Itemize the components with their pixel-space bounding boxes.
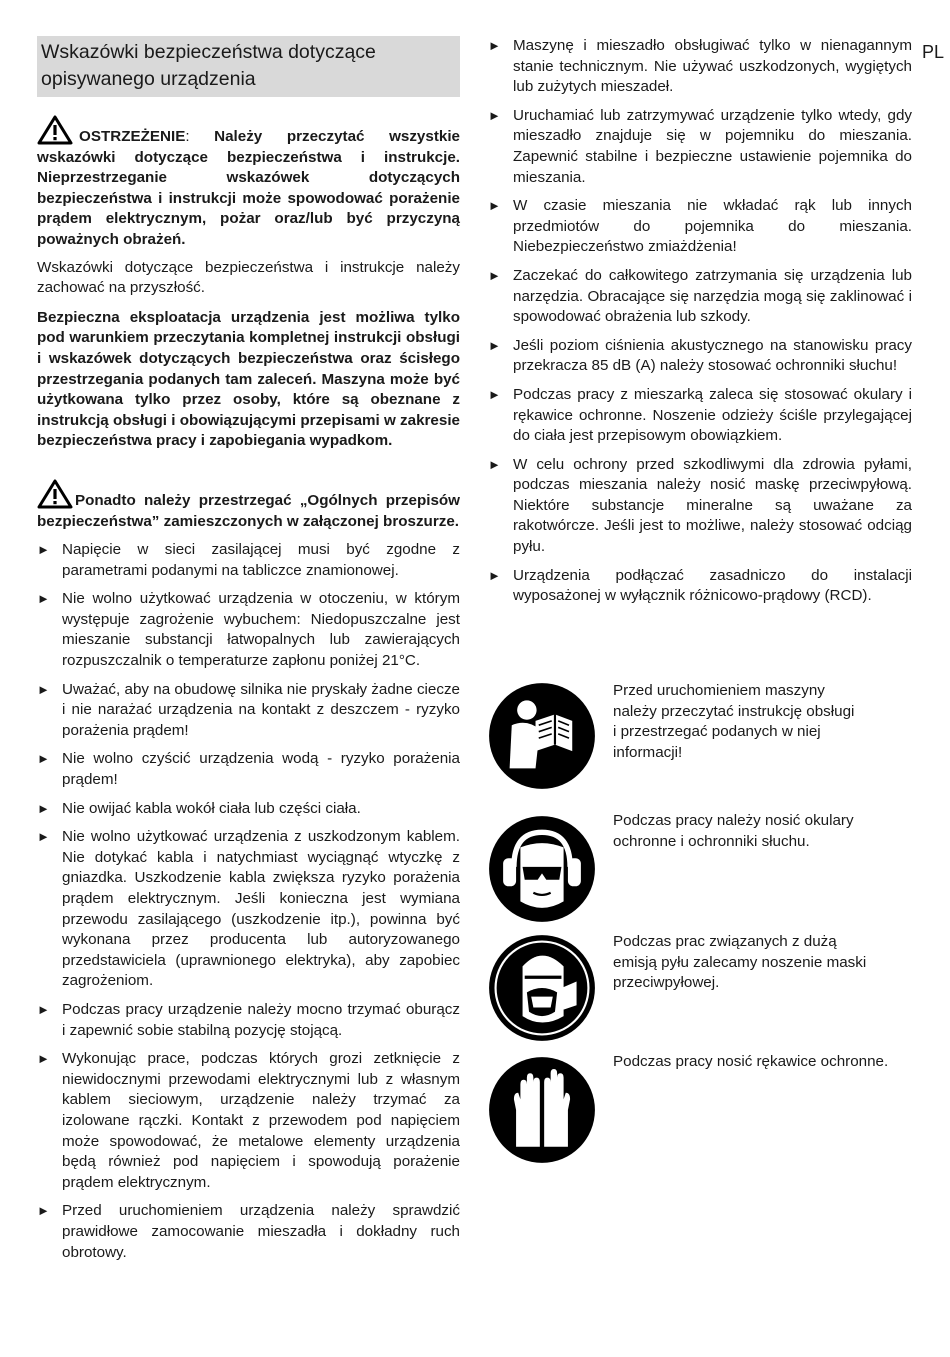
bullet-arrow-icon: ► (37, 542, 50, 558)
list-item: ► Uważać, aby na obudowę silnika nie pryskały żadne ciecze i nie narażać urządzenia na kontakt z deszczem - ryzyko porażenia prądem! (37, 680, 460, 742)
bullet-arrow-icon: ► (488, 337, 501, 353)
warning-colon: : (185, 128, 190, 145)
warning-text: Należy przeczytać wszystkie wskazówki dotyczące bezpieczeństwa i instrukcje. Nieprzestrzeganie wskazówek dotyczących bezpieczeństwa i instrukcji może spowodować porażenie prądem elektrycznym, pożar oraz/lub być przyczyną poważnych obrażeń. (37, 128, 460, 248)
bullet-arrow-icon: ► (488, 267, 501, 283)
protective-gloves-icon (488, 1056, 596, 1164)
list-item: ► Zaczekać do całkowitego zatrzymania się urządzenia lub narzędzia. Obracające się narzędzia mogą się zaklinować i spowodować obrażenia lub szkody. (488, 266, 912, 328)
list-item: ► Podczas pracy z mieszarką zaleca się stosować okulary i rękawice ochronne. Noszenie odzieży ściśle przylegającej do ciała jest przepisowym obowiązkiem. (488, 385, 912, 447)
dust-mask-text: Podczas prac związanych z dużą emisją pyłu zalecamy noszenie maski przeciwpyłowej. (613, 933, 867, 992)
list-item: ► Przed uruchomieniem urządzenia należy sprawdzić prawidłowe zamocowanie mieszadła i dokładny ruch obrotowy. (37, 1201, 460, 1263)
read-manual-icon (488, 682, 596, 790)
bullet-arrow-icon: ► (488, 38, 501, 53)
bullet-arrow-icon: ► (37, 681, 50, 697)
bullet-arrow-icon: ► (37, 751, 50, 767)
bullet-arrow-icon: ► (488, 107, 501, 123)
warning-triangle-icon (37, 479, 73, 509)
bullet-arrow-icon: ► (488, 386, 501, 402)
goggles-text: Podczas pracy należy nosić okulary ochronne i ochronniki słuchu. (613, 812, 854, 850)
general-rules-warning (37, 479, 460, 532)
warning-paragraph (37, 115, 460, 251)
list-item: ► Napięcie w sieci zasilającej musi być zgodne z parametrami podanymi na tabliczce znamionowej. (37, 540, 460, 581)
bullet-arrow-icon: ► (488, 456, 501, 472)
bullet-arrow-icon: ► (488, 198, 501, 214)
gloves-text: Podczas pracy nosić rękawice ochronne. (613, 1053, 889, 1070)
bullet-arrow-icon: ► (37, 800, 50, 816)
left-column (37, 36, 460, 1263)
warning-label: OSTRZEŻENIE (79, 128, 186, 145)
list-item: ► Wykonując prace, podczas których grozi zetknięcie z niewidocznymi przewodami elektrycznymi lub z własnym kablem sieciowym, urządzenie należy trzymać za izolowane rączki. Kontakt z przewodem pod napięciem może spowodować, że metalowe elementy urządzenia będą również pod napięciem i spowodują porażenie prądem elektrycznym. (37, 1049, 460, 1193)
warning-triangle-icon (37, 115, 73, 145)
bullet-arrow-icon: ► (37, 1051, 50, 1067)
list-item: ► W czasie mieszania nie wkładać rąk lub innych przedmiotów do pojemnika do mieszania. Niebezpieczeństwo zmiażdżenia! (488, 196, 912, 258)
right-column (488, 36, 912, 607)
general-rules-text: Ponadto należy przestrzegać „Ogólnych przepisów bezpieczeństwa” zamieszczonych w załączonej broszurze. (37, 491, 460, 530)
bullet-list-left (37, 540, 460, 1263)
list-item: ► Nie owijać kabla wokół ciała lub części ciała. (37, 799, 460, 820)
list-item: ► Uruchamiać lub zatrzymywać urządzenie tylko wtedy, gdy mieszadło znajduje się w pojemniku do mieszania. Zapewnić stabilne i bezpieczne ustawienie pojemnika do mieszania. (488, 106, 912, 188)
bullet-arrow-icon: ► (37, 591, 50, 607)
bullet-list-right (488, 36, 912, 607)
list-item: ► Urządzenia podłączać zasadniczo do instalacji wyposażonej w wyłącznik różnicowo-prądowy (RCD). (488, 566, 912, 607)
list-item: ► Maszynę i mieszadło obsługiwać tylko w nienagannym stanie technicznym. Nie używać uszkodzonych, wygiętych lub zużytych mieszadeł. (488, 36, 912, 98)
bullet-arrow-icon: ► (37, 1203, 50, 1219)
list-item: ► Jeśli poziom ciśnienia akustycznego na stanowisku pracy przekracza 85 dB (A) należy stosować ochronniki słuchu! (488, 336, 912, 377)
operation-note: Bezpieczna eksploatacja urządzenia jest możliwa tylko pod warunkiem przeczytania kompletnej instrukcji obsługi i wskazówek dotyczących bezpieczeństwa oraz ścisłego przestrzegania podanych tam zaleceń. Maszyna może być użytkowana tylko przez osoby, które są obeznane z instrukcją obsługi i obowiązującymi przepisami w zakresie bezpieczeństwa pracy i zapobiegania wypadkom. (37, 308, 460, 450)
section-heading: Wskazówki bezpieczeństwa dotyczące opisywanego urządzenia (37, 36, 460, 97)
keep-instructions-note: Wskazówki dotyczące bezpieczeństwa i instrukcje należy zachować na przyszłość. (37, 258, 460, 297)
list-item: ► Nie wolno użytkować urządzenia w otoczeniu, w którym występuje zagrożenie wybuchem: Niedopuszczalne jest mieszanie substancji łatwopalnych lub zawierających rozpuszczalnik o temperaturze zapłonu poniżej 21°C. (37, 589, 460, 671)
list-item: ► Nie wolno użytkować urządzenia z uszkodzonym kablem. Nie dotykać kabla i natychmiast wyciągnąć wtyczkę z gniazdka. Uszkodzenie kabla zwiększa ryzyko porażenia prądem elektrycznym. Jeśli konieczna jest wymiana przewodu zasilającego (uszkodzenie itp.), powinna być wykonana przez producenta lub autoryzowanego przedstawiciela (uprawnionego elektryka), aby zapobiec zagrożeniom. (37, 827, 460, 992)
list-item: ► Podczas pracy urządzenie należy mocno trzymać oburącz i zapewnić sobie stabilną pozycję stojącą. (37, 1000, 460, 1041)
bullet-arrow-icon: ► (37, 829, 50, 845)
bullet-arrow-icon: ► (37, 1001, 50, 1017)
read-manual-text: Przed uruchomieniem maszyny należy przeczytać instrukcję obsługi i przestrzegać podanych w niej informacji! (613, 682, 855, 761)
bullet-arrow-icon: ► (488, 567, 501, 583)
language-label: PL (922, 42, 945, 62)
list-item: ► W celu ochrony przed szkodliwymi dla zdrowia pyłami, podczas mieszania należy nosić maskę przeciwpyłową. Niektóre substancje mineralne są uważane za rakotwórcze. Jeśli jest to możliwe, należy stosować odciąg pyłu. (488, 455, 912, 558)
goggles-ear-protection-icon (488, 815, 596, 923)
dust-mask-icon (488, 934, 596, 1042)
list-item: ► Nie wolno czyścić urządzenia wodą - ryzyko porażenia prądem! (37, 749, 460, 790)
